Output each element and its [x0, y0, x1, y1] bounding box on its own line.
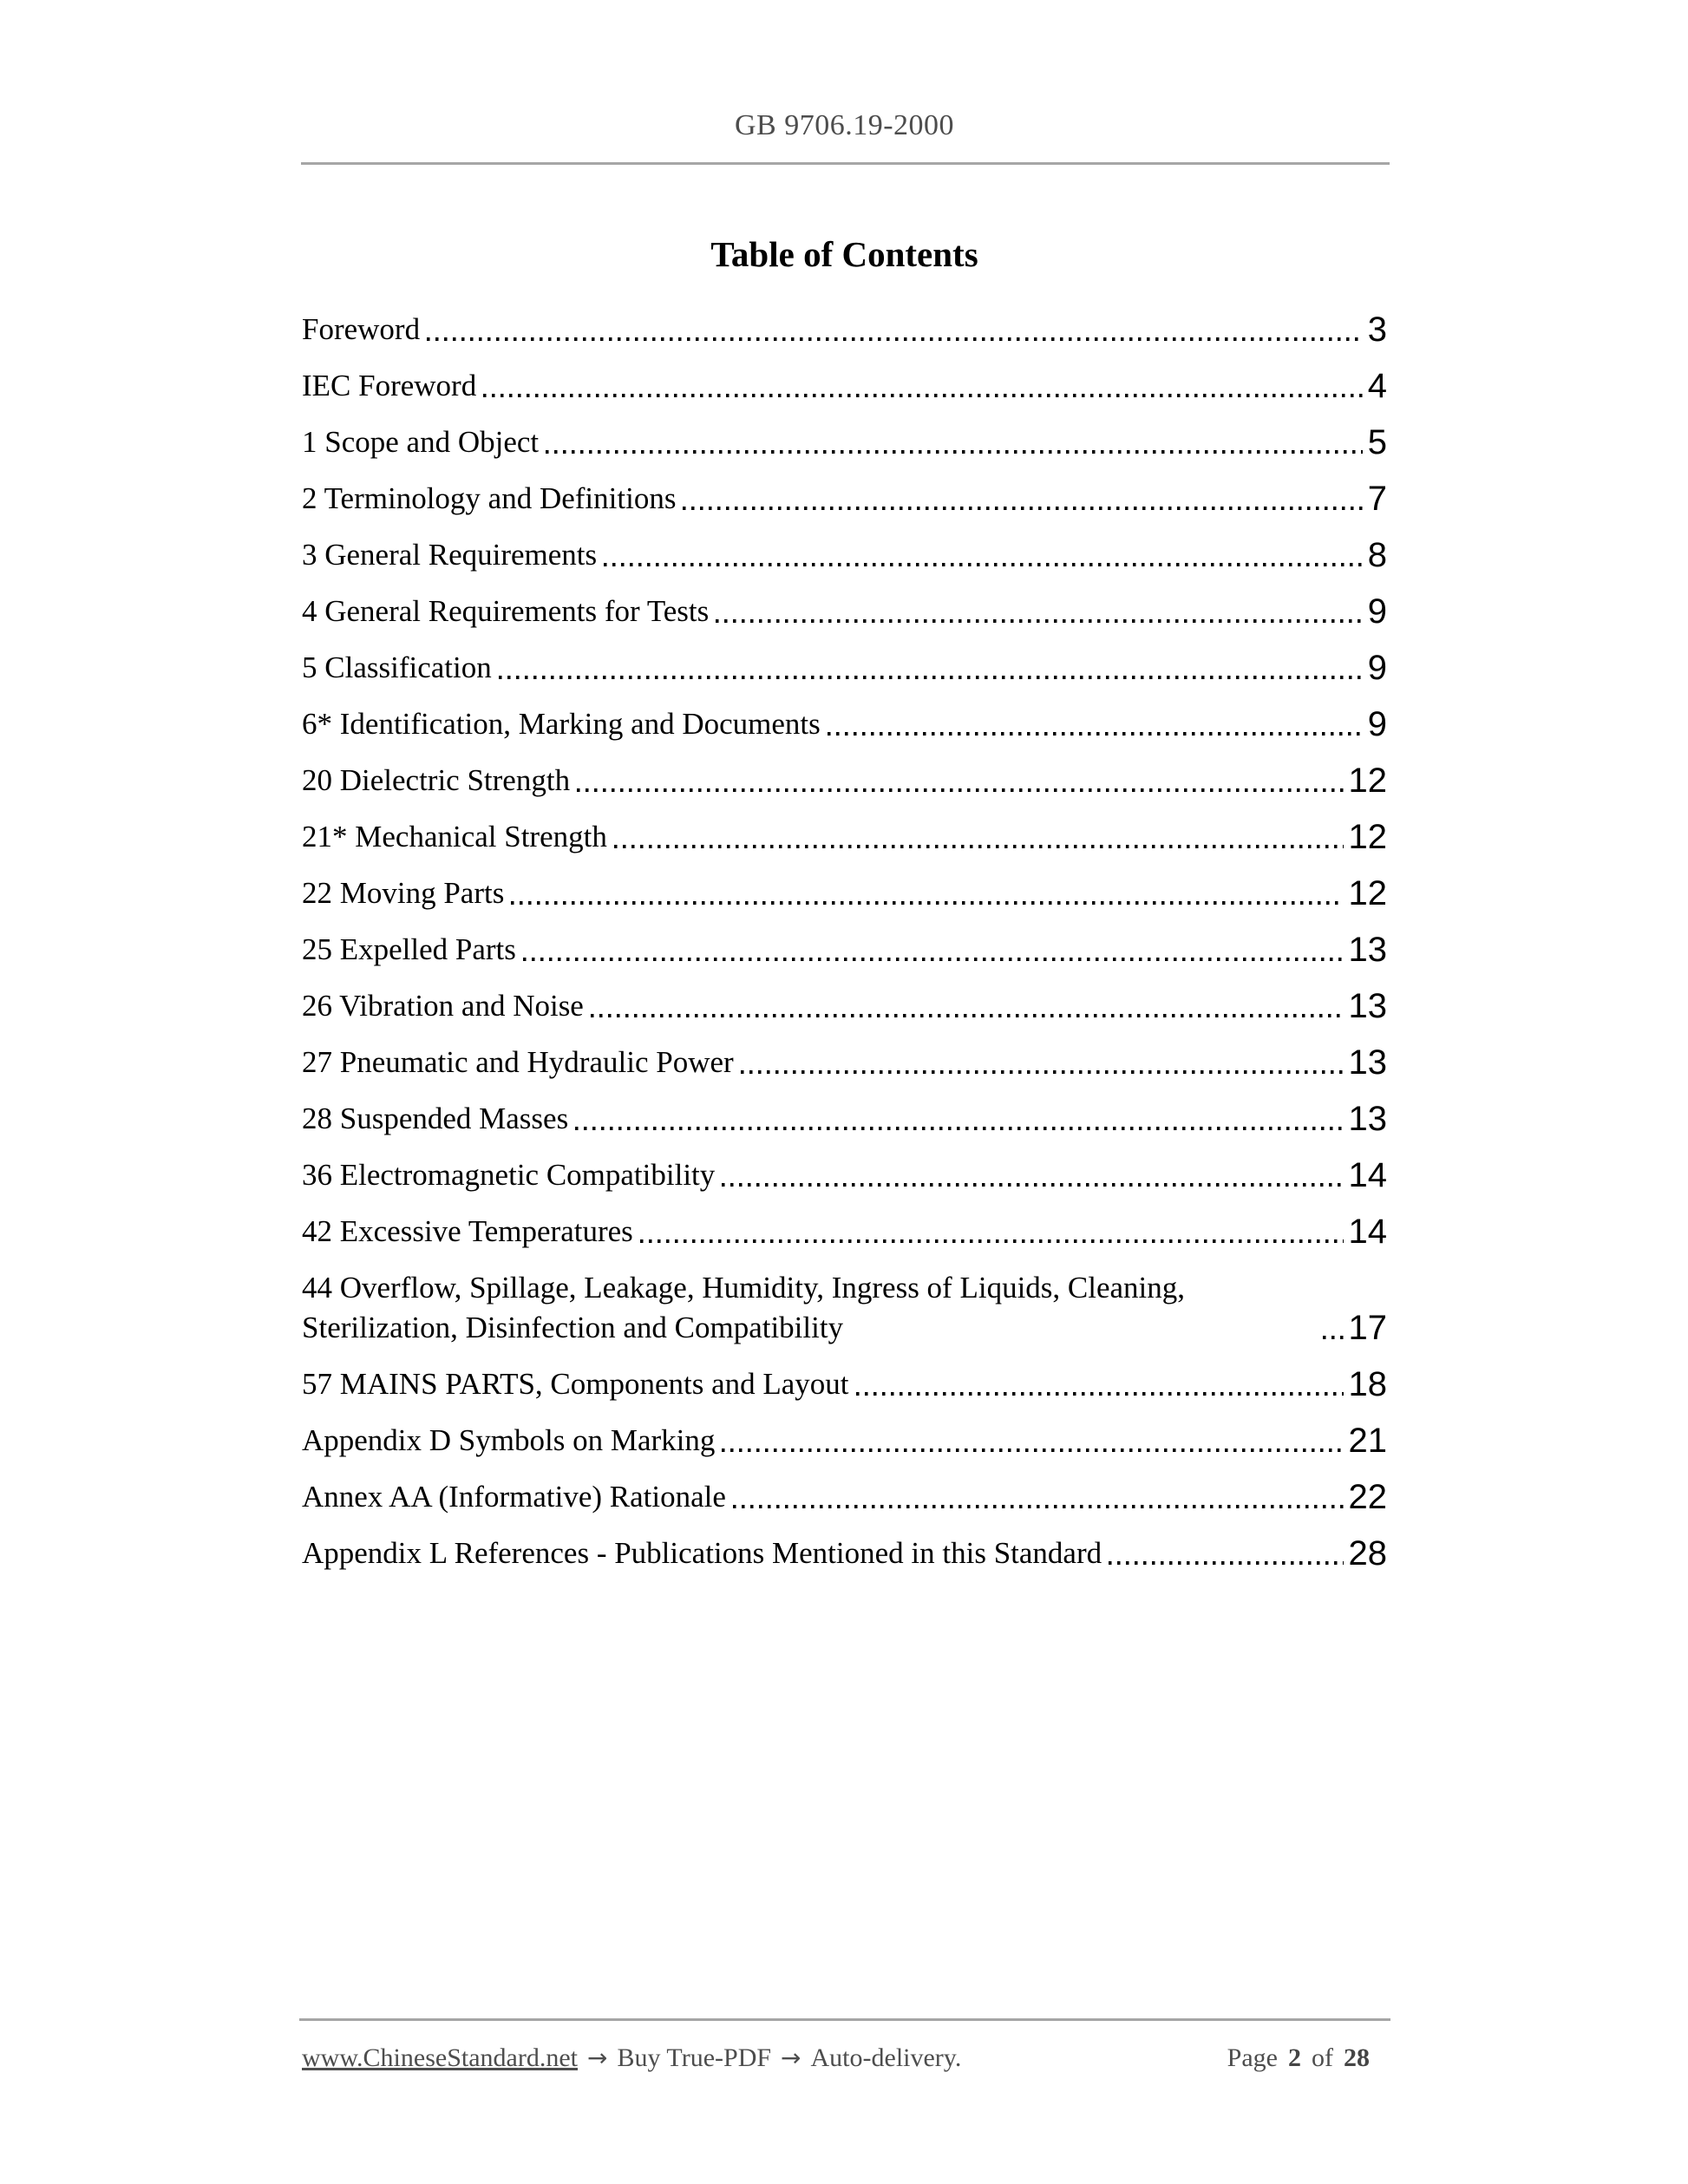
toc-entry-label: 21* Mechanical Strength	[302, 820, 607, 853]
toc-entry[interactable]	[302, 648, 1387, 688]
toc-entry-page: 13	[1348, 931, 1387, 969]
toc-leader-dots	[604, 563, 1363, 566]
toc-entry-page: 28	[1348, 1534, 1387, 1573]
toc-entry-page: 18	[1348, 1365, 1387, 1403]
footer-divider	[299, 2018, 1390, 2021]
toc-entry[interactable]	[302, 873, 1387, 913]
toc-entry[interactable]	[302, 1533, 1387, 1573]
toc-entry[interactable]	[302, 1477, 1387, 1517]
toc-leader-dots	[733, 1505, 1344, 1508]
toc-entry-page: 5	[1367, 423, 1387, 461]
toc-entry[interactable]	[302, 1364, 1387, 1404]
page-current: 2	[1288, 2043, 1301, 2072]
toc-entry-label: 36 Electromagnetic Compatibility	[302, 1158, 716, 1192]
toc-entry-label: 2 Terminology and Definitions	[302, 481, 677, 515]
toc-entry-label: Appendix L References - Publications Mentioned in this Standard	[302, 1536, 1102, 1570]
toc-leader-dots	[722, 1183, 1343, 1187]
toc-leader-dots	[577, 788, 1343, 792]
toc-entry[interactable]	[302, 1421, 1387, 1461]
toc-entry-page: 22	[1348, 1478, 1387, 1516]
toc-leader-dots	[683, 507, 1362, 510]
toc-entry-page: 14	[1348, 1156, 1387, 1194]
toc-list	[302, 310, 1387, 1590]
arrow-right-icon: →	[781, 2043, 801, 2072]
toc-entry-label: 42 Excessive Temperatures	[302, 1214, 633, 1248]
toc-entry-label: 1 Scope and Object	[302, 425, 540, 459]
toc-entry-label: 28 Suspended Masses	[302, 1102, 569, 1135]
toc-entry-page: 3	[1367, 311, 1387, 349]
toc-entry[interactable]	[302, 761, 1387, 801]
toc-entry[interactable]	[302, 1268, 1387, 1348]
toc-entry-page: 12	[1348, 874, 1387, 912]
site-link[interactable]: www.ChineseStandard.net	[302, 2043, 578, 2072]
toc-entry[interactable]	[302, 366, 1387, 406]
toc-entry[interactable]	[302, 817, 1387, 857]
toc-entry-page: 13	[1348, 1043, 1387, 1082]
toc-leader-dots	[511, 901, 1343, 905]
toc-entry-page: 13	[1348, 1100, 1387, 1138]
toc-leader-dots	[741, 1070, 1344, 1074]
toc-entry[interactable]	[302, 704, 1387, 744]
page-word: Page	[1227, 2043, 1278, 2072]
toc-leader-dots	[546, 450, 1363, 454]
toc-entry-label: 27 Pneumatic and Hydraulic Power	[302, 1045, 734, 1079]
toc-entry-label: 3 General Requirements	[302, 538, 598, 572]
toc-entry[interactable]	[302, 479, 1387, 519]
toc-entry-label: IEC Foreword	[302, 369, 477, 402]
page-title: Table of Contents	[710, 234, 978, 274]
footer-action-buy: Buy True-PDF	[617, 2043, 772, 2072]
toc-entry-label: Foreword	[302, 312, 421, 346]
toc-entry-page: 4	[1367, 367, 1387, 405]
of-word: of	[1312, 2043, 1333, 2072]
toc-entry[interactable]	[302, 1212, 1387, 1252]
toc-entry-page: 7	[1367, 480, 1387, 518]
toc-entry[interactable]	[302, 930, 1387, 970]
toc-leader-dots	[856, 1392, 1344, 1396]
toc-entry-label: 4 General Requirements for Tests	[302, 594, 710, 628]
toc-leader-dots	[716, 619, 1362, 623]
toc-entry-page: 21	[1348, 1422, 1387, 1460]
toc-entry-page: 9	[1367, 705, 1387, 743]
toc-entry[interactable]	[302, 592, 1387, 631]
toc-entry-page: 9	[1367, 592, 1387, 631]
toc-entry[interactable]	[302, 422, 1387, 462]
toc-entry[interactable]	[302, 1099, 1387, 1139]
toc-entry-label: Appendix D Symbols on Marking	[302, 1423, 716, 1457]
arrow-right-icon: →	[587, 2043, 608, 2072]
toc-entry[interactable]	[302, 1043, 1387, 1082]
footer-page-indicator	[1227, 2040, 1387, 2076]
footer-action-delivery: Auto-delivery.	[810, 2043, 962, 2072]
toc-leader-dots	[828, 732, 1363, 736]
toc-entry[interactable]	[302, 1155, 1387, 1195]
toc-leader-dots	[483, 394, 1363, 397]
toc-leader-dots	[427, 337, 1363, 341]
header-divider	[301, 162, 1390, 165]
toc-leader-dots	[1323, 1336, 1344, 1339]
doc-number-header: GB 9706.19-2000	[734, 109, 955, 141]
toc-entry-label: 44 Overflow, Spillage, Leakage, Humidity, Ingress of Liquids, Cleaning, Sterilization, Disinfection and Compatibility	[302, 1271, 1186, 1344]
toc-entry-page: 9	[1367, 649, 1387, 687]
toc-entry-page: 12	[1348, 762, 1387, 800]
toc-leader-dots	[523, 958, 1344, 961]
toc-leader-dots	[499, 676, 1363, 679]
toc-leader-dots	[1109, 1561, 1343, 1565]
toc-entry-label: 25 Expelled Parts	[302, 932, 516, 966]
toc-entry-label: 22 Moving Parts	[302, 876, 505, 910]
toc-entry-label: 6* Identification, Marking and Documents	[302, 707, 821, 741]
toc-entry-label: 5 Classification	[302, 651, 492, 684]
toc-leader-dots	[722, 1448, 1343, 1452]
toc-entry-page: 12	[1348, 818, 1387, 856]
toc-leader-dots	[614, 845, 1344, 848]
toc-leader-dots	[640, 1239, 1344, 1243]
toc-entry-page: 8	[1367, 536, 1387, 574]
toc-entry[interactable]	[302, 310, 1387, 350]
toc-entry[interactable]	[302, 986, 1387, 1026]
toc-entry-label: 57 MAINS PARTS, Components and Layout	[302, 1367, 849, 1401]
toc-leader-dots	[591, 1014, 1344, 1017]
toc-entry-label: 20 Dielectric Strength	[302, 763, 571, 797]
toc-entry-label: Annex AA (Informative) Rationale	[302, 1480, 726, 1514]
toc-entry-page: 17	[1348, 1309, 1387, 1347]
toc-entry[interactable]	[302, 535, 1387, 575]
toc-entry-page: 14	[1348, 1213, 1387, 1251]
toc-entry-label: 26 Vibration and Noise	[302, 989, 584, 1023]
footer-left	[302, 2040, 961, 2076]
toc-entry-page: 13	[1348, 987, 1387, 1025]
page-footer	[302, 2040, 1387, 2076]
toc-leader-dots	[575, 1127, 1343, 1130]
page-total: 28	[1344, 2043, 1370, 2072]
